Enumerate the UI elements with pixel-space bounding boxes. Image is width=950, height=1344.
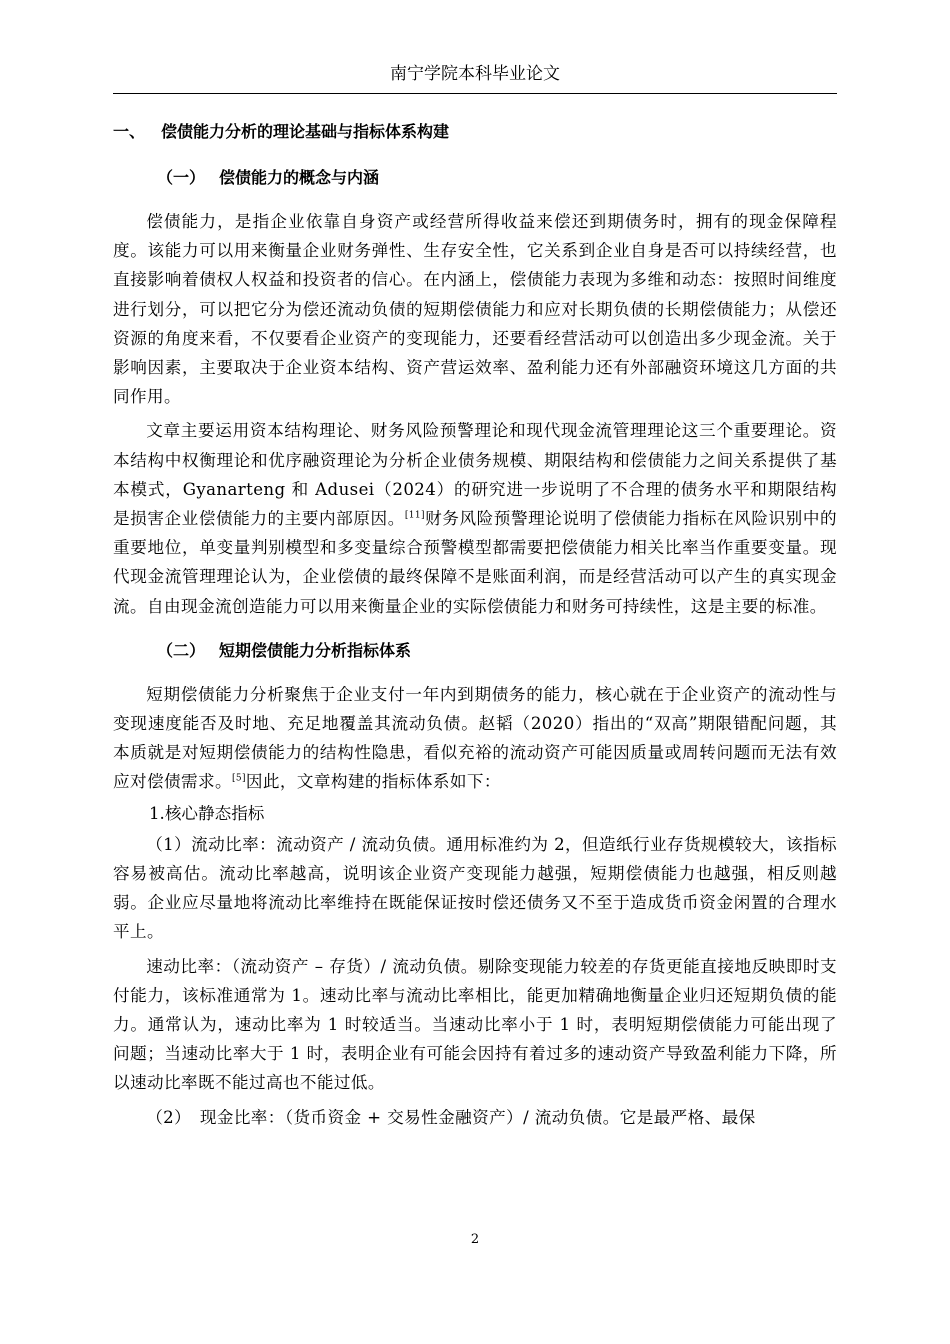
paragraph-theory-text-a: 文章主要运用资本结构理论、财务风险预警理论和现代现金流管理理论这三个重要理论。资本结构中权衡理论和优序融资理论为分析企业债务规模、期限结构和偿债能力之间关系提供了基本模式，Gyanarteng 和 Adusei（2024）的研究进一步说明了不合理的债务水平和期限结构是损害企业偿债能力的主要内部原因。: [113, 421, 837, 529]
subsection-title: 偿债能力的概念与内涵: [219, 168, 380, 187]
running-header: 南宁学院本科毕业论文: [390, 64, 560, 84]
paragraph-quick-ratio: 速动比率：（流动资产 – 存货）/ 流动负债。剔除变现能力较差的存货更能直接地反映即时支付能力，该标准通常为 1。速动比率与流动比率相比，能更加精确地衡量企业归还短期负债的能力。通常认为，速动比率为 1 时较适当。当速动比率小于 1 时，表明短期偿债能力可能出现了问题；当速动比率大于 1 时，表明企业有可能会因持有着过多的速动资产导致盈利能力下降，所以速动比率既不能过高也不能过低。: [113, 956, 837, 1093]
paragraph-short-term-text-a: 短期偿债能力分析聚焦于企业支付一年内到期债务的能力，核心就在于企业资产的流动性与变现速度能否及时地、充足地覆盖其流动负债。赵韬（2020）指出的“双高”期限错配问题，其本质就是对短期偿债能力的结构性隐患，看似充裕的流动资产可能因质量或周转问题而无法有效应对偿债需求。: [113, 684, 837, 792]
subsection-heading-2: [113, 636, 837, 666]
section-title: 偿债能力分析的理论基础与指标体系构建: [161, 122, 450, 141]
section-heading: [113, 117, 837, 147]
paragraph-short-term-text-b: 因此，文章构建的指标体系如下：: [245, 772, 501, 792]
page-number: 2: [470, 1232, 480, 1247]
subsection-heading-1: [113, 163, 837, 193]
citation-marker: [5]: [231, 773, 246, 784]
paragraph-concept: 偿债能力，是指企业依靠自身资产或经营所得收益来偿还到期债务时，拥有的现金保障程度。该能力可以用来衡量企业财务弹性、生存安全性，它关系到企业自身是否可以持续经营，也直接影响着债权人权益和投资者的信心。在内涵上，偿债能力表现为多维和动态：按照时间维度进行划分，可以把它分为偿还流动负债的短期偿债能力和应对长期负债的长期偿债能力；从偿还资源的角度来看，不仅要看企业资产的变现能力，还要看经营活动可以创造出多少现金流。关于影响因素，主要取决于企业资本结构、资产营运效率、盈利能力还有外部融资环境这几方面的共同作用。: [113, 212, 837, 407]
subsection-number: （二）: [157, 640, 206, 660]
section-number: 一、: [113, 122, 146, 141]
paragraph-theory: [113, 416, 837, 620]
subsection-number: （一）: [157, 168, 206, 187]
subsection-title: 短期偿债能力分析指标体系: [219, 640, 412, 660]
citation-marker: [11]: [404, 510, 425, 521]
paragraph-current-ratio: （1）流动比率：流动资产 / 流动负债。通用标准约为 2，但造纸行业存货规模较大，该指标容易被高估。流动比率越高，说明该企业资产变现能力越强，短期偿债能力也越强，相反则越弱。企业应尽量地将流动比率维持在既能保证按时偿还债务又不至于造成货币资金闲置的合理水平上。: [113, 834, 837, 942]
spacer: [113, 626, 837, 636]
header-rule: [113, 93, 837, 94]
paragraph-theory-text-b: 财务风险预警理论说明了偿债能力指标在风险识别中的重要地位，单变量判别模型和多变量综合预警模型都需要把偿债能力相关比率当作重要变量。现代现金流管理理论认为，企业偿债的最终保障不是账面利润，而是经营活动可以产生的真实现金流。自由现金流创造能力可以用来衡量企业的实际偿债能力和财务可持续性，这是主要的标准。: [113, 509, 837, 616]
paragraph-short-term: [113, 680, 837, 797]
subsubsection-heading: 1.核心静态指标: [149, 803, 265, 823]
page-body: [113, 117, 837, 1137]
paragraph-cash-ratio: （2） 现金比率：（货币资金 + 交易性金融资产）/ 流动负债。它是最严格、最保: [146, 1107, 756, 1127]
